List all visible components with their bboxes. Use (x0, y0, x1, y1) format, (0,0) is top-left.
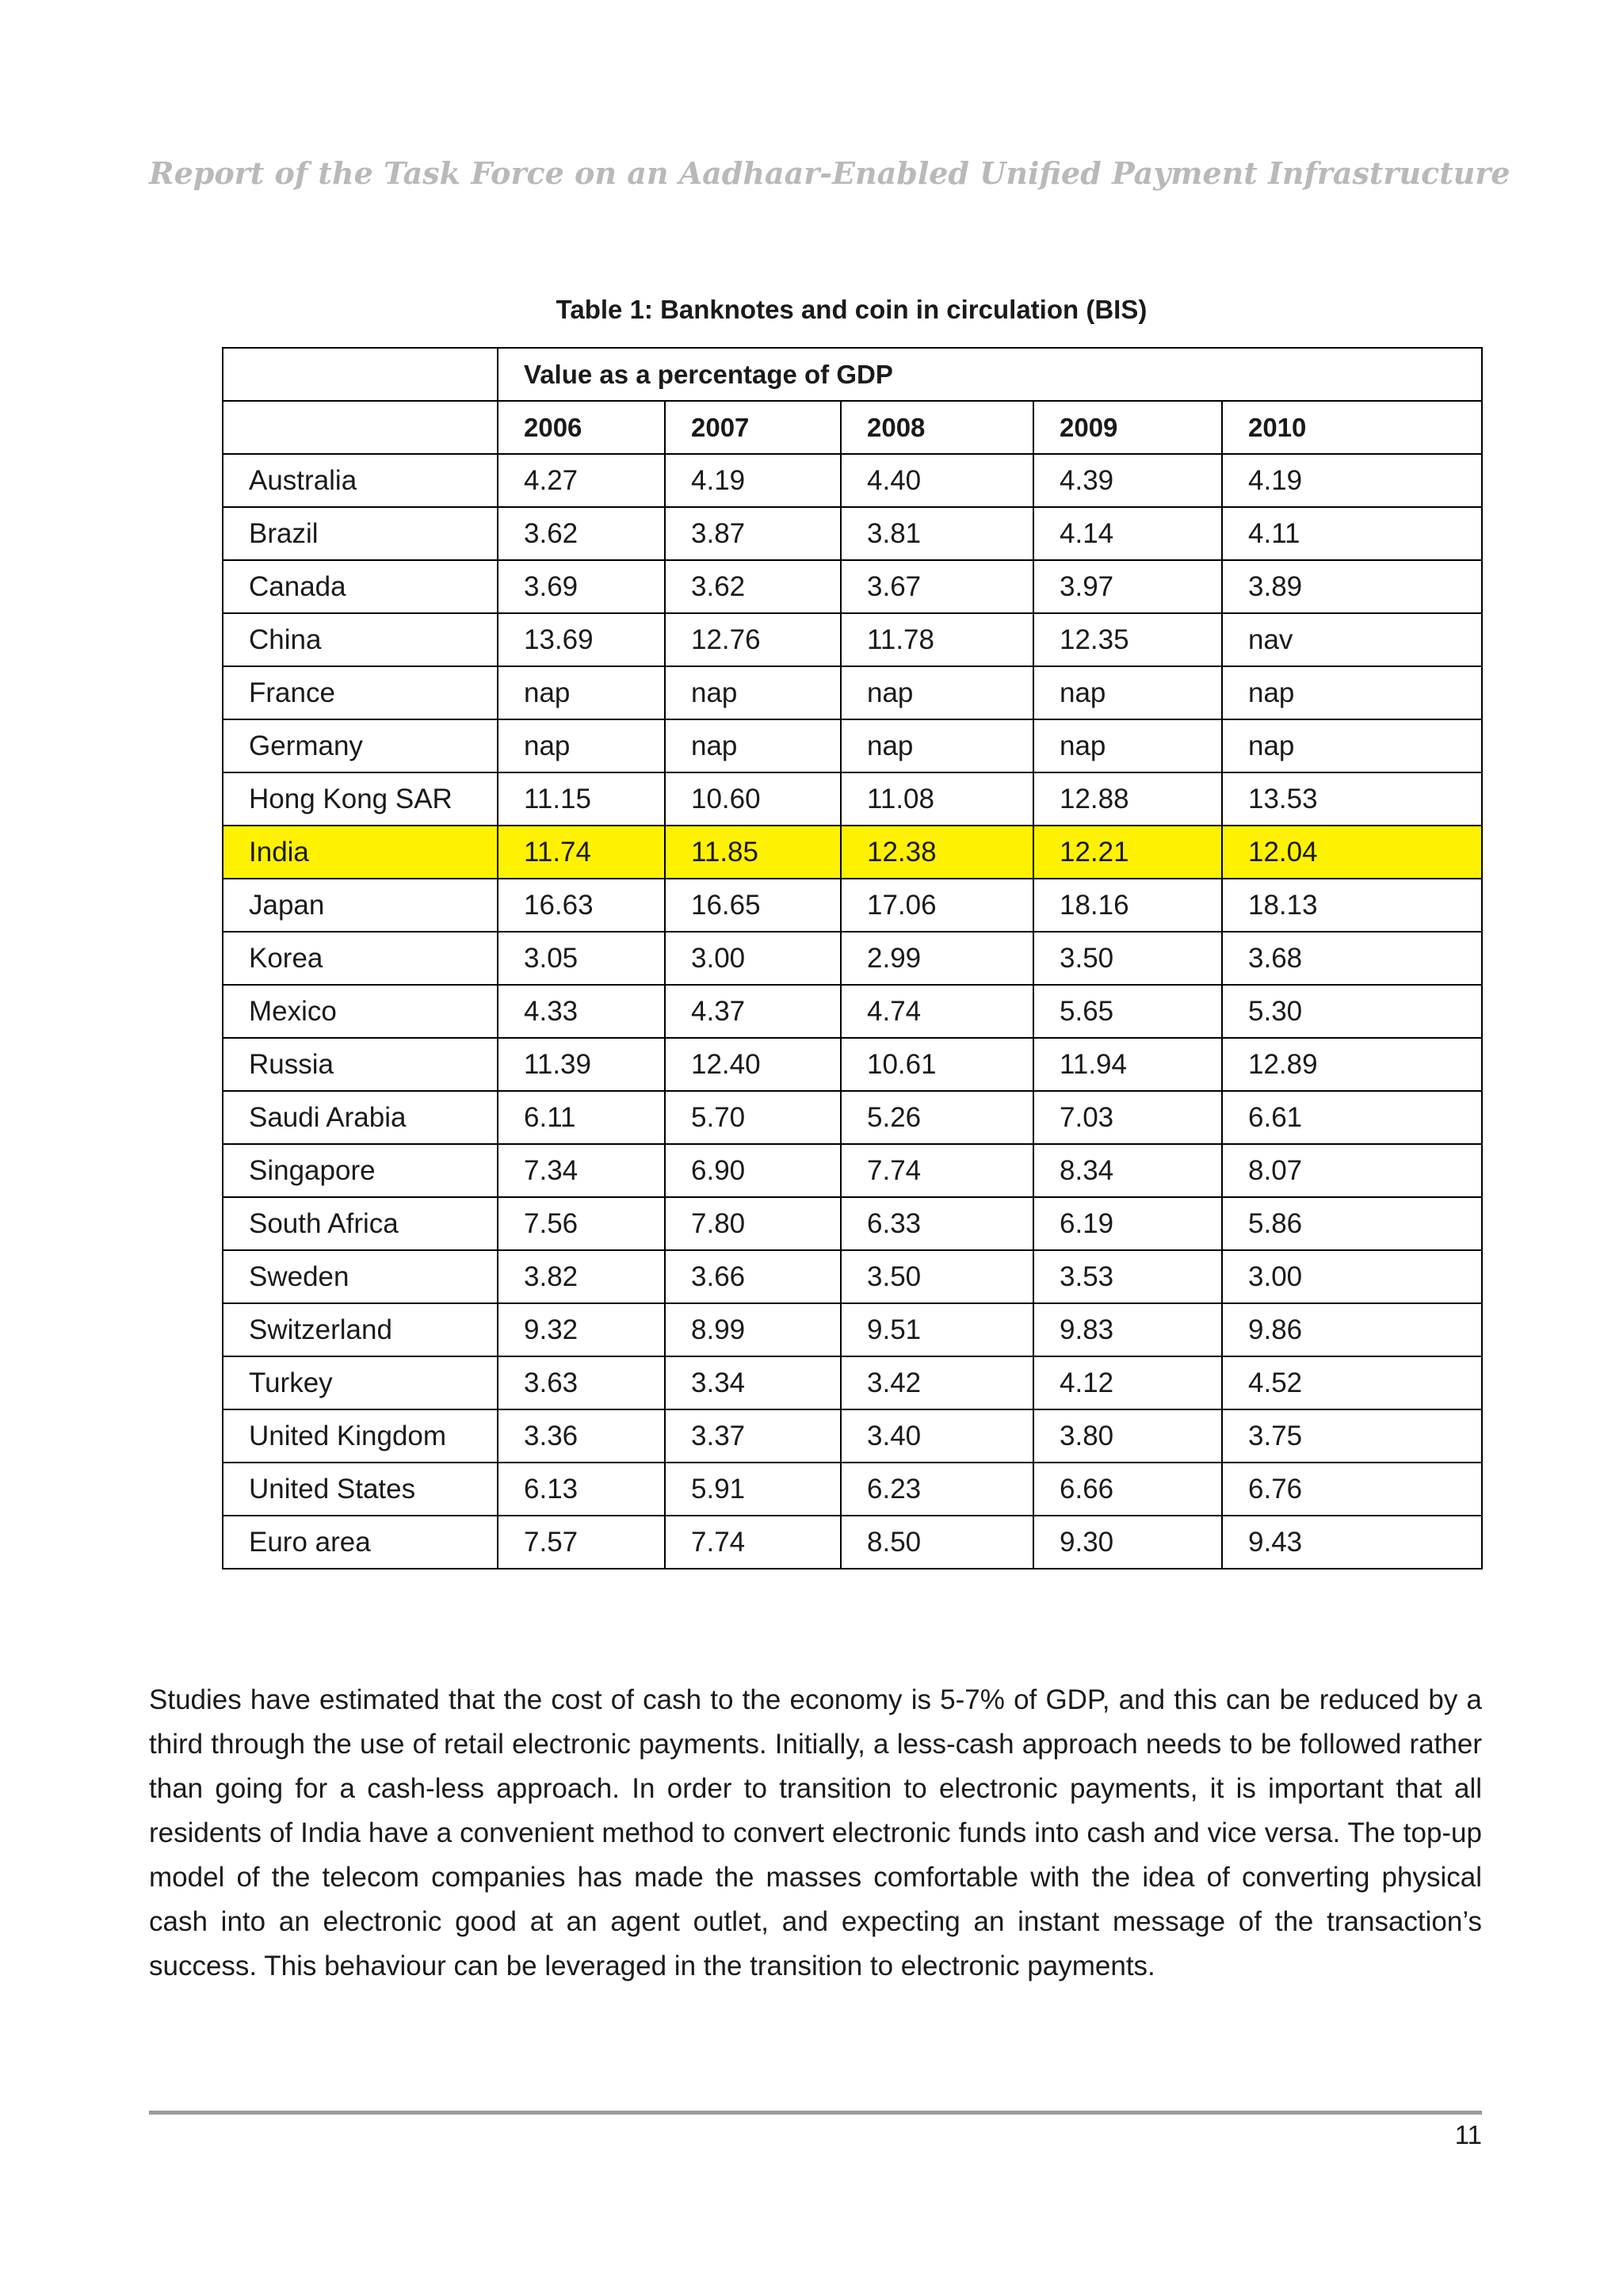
value-cell: 3.89 (1222, 560, 1482, 613)
value-cell: 3.34 (665, 1356, 841, 1409)
value-cell: 3.62 (665, 560, 841, 613)
table-row (223, 613, 1482, 666)
value-cell: 12.35 (1033, 613, 1222, 666)
value-cell: 12.89 (1222, 1038, 1482, 1091)
value-cell: 6.61 (1222, 1091, 1482, 1144)
country-cell: Japan (223, 879, 498, 932)
country-cell: Turkey (223, 1356, 498, 1409)
country-cell: Canada (223, 560, 498, 613)
value-cell: 12.76 (665, 613, 841, 666)
value-cell: 2.99 (841, 932, 1033, 985)
country-cell: India (223, 826, 498, 879)
value-cell: 3.66 (665, 1250, 841, 1303)
value-cell: 18.13 (1222, 879, 1482, 932)
value-cell: 7.34 (498, 1144, 665, 1197)
year-header-row (223, 401, 1482, 454)
value-cell: 13.69 (498, 613, 665, 666)
value-cell: 6.23 (841, 1463, 1033, 1516)
value-cell: 3.42 (841, 1356, 1033, 1409)
table-row (223, 507, 1482, 560)
value-cell: 4.74 (841, 985, 1033, 1038)
value-cell: 4.39 (1033, 454, 1222, 507)
value-cell: 6.76 (1222, 1463, 1482, 1516)
country-cell: Singapore (223, 1144, 498, 1197)
country-cell: Korea (223, 932, 498, 985)
table-row (223, 932, 1482, 985)
value-cell: 5.65 (1033, 985, 1222, 1038)
value-cell: 7.57 (498, 1516, 665, 1569)
value-cell: 13.53 (1222, 772, 1482, 826)
value-cell: 8.50 (841, 1516, 1033, 1569)
table-row (223, 1038, 1482, 1091)
table-row (223, 879, 1482, 932)
table-row (223, 719, 1482, 772)
table-row (223, 1356, 1482, 1409)
value-cell: 8.99 (665, 1303, 841, 1356)
value-cell: nap (498, 666, 665, 719)
value-cell: 9.51 (841, 1303, 1033, 1356)
value-cell: 3.87 (665, 507, 841, 560)
country-cell: Germany (223, 719, 498, 772)
value-cell: 7.80 (665, 1197, 841, 1250)
circulation-table (222, 347, 1483, 1569)
value-cell: 10.61 (841, 1038, 1033, 1091)
value-cell: 5.26 (841, 1091, 1033, 1144)
table-row (223, 1409, 1482, 1463)
value-cell: nap (1222, 666, 1482, 719)
value-cell: 7.56 (498, 1197, 665, 1250)
year-header: 2009 (1033, 401, 1222, 454)
value-cell: 11.94 (1033, 1038, 1222, 1091)
table-row (223, 666, 1482, 719)
value-cell: 3.37 (665, 1409, 841, 1463)
table-row (223, 826, 1482, 879)
year-header: 2006 (498, 401, 665, 454)
value-cell: 3.00 (665, 932, 841, 985)
value-cell: 10.60 (665, 772, 841, 826)
country-cell: Australia (223, 454, 498, 507)
page-number: 11 (1454, 2120, 1482, 2149)
value-cell: 5.30 (1222, 985, 1482, 1038)
value-cell: 4.19 (665, 454, 841, 507)
country-cell: Mexico (223, 985, 498, 1038)
value-cell: 11.08 (841, 772, 1033, 826)
value-cell: 17.06 (841, 879, 1033, 932)
country-cell: Russia (223, 1038, 498, 1091)
country-cell: Switzerland (223, 1303, 498, 1356)
value-cell: 3.82 (498, 1250, 665, 1303)
table-row (223, 985, 1482, 1038)
value-cell: 6.13 (498, 1463, 665, 1516)
value-cell: 3.50 (841, 1250, 1033, 1303)
group-header-row (223, 348, 1482, 401)
country-cell: South Africa (223, 1197, 498, 1250)
value-cell: 9.43 (1222, 1516, 1482, 1569)
table-row (223, 1463, 1482, 1516)
value-cell: 18.16 (1033, 879, 1222, 932)
value-cell: 4.27 (498, 454, 665, 507)
value-cell: 12.04 (1222, 826, 1482, 879)
table-row (223, 454, 1482, 507)
value-cell: 3.81 (841, 507, 1033, 560)
value-cell: 3.75 (1222, 1409, 1482, 1463)
value-cell: 5.70 (665, 1091, 841, 1144)
value-cell: 11.74 (498, 826, 665, 879)
value-cell: 5.86 (1222, 1197, 1482, 1250)
footer-divider (149, 2111, 1482, 2115)
value-cell: 11.39 (498, 1038, 665, 1091)
value-cell: 3.50 (1033, 932, 1222, 985)
running-header: Report of the Task Force on an Aadhaar-Enabled Unified Payment Infrastructure (149, 155, 1510, 191)
value-cell: 3.62 (498, 507, 665, 560)
value-cell: 7.74 (665, 1516, 841, 1569)
value-cell: 7.03 (1033, 1091, 1222, 1144)
value-cell: nap (1033, 719, 1222, 772)
value-cell: 6.90 (665, 1144, 841, 1197)
value-cell: 12.40 (665, 1038, 841, 1091)
country-cell: Hong Kong SAR (223, 772, 498, 826)
value-cell: nav (1222, 613, 1482, 666)
country-cell: United Kingdom (223, 1409, 498, 1463)
value-cell: nap (498, 719, 665, 772)
value-cell: 4.52 (1222, 1356, 1482, 1409)
value-cell: 11.85 (665, 826, 841, 879)
value-cell: 3.97 (1033, 560, 1222, 613)
value-cell: nap (1222, 719, 1482, 772)
value-cell: 4.40 (841, 454, 1033, 507)
value-cell: 3.69 (498, 560, 665, 613)
year-header: 2007 (665, 401, 841, 454)
value-cell: 9.30 (1033, 1516, 1222, 1569)
table-row (223, 1516, 1482, 1569)
table-row (223, 1197, 1482, 1250)
country-cell: Sweden (223, 1250, 498, 1303)
value-cell: nap (841, 666, 1033, 719)
value-cell: 6.11 (498, 1091, 665, 1144)
country-cell: United States (223, 1463, 498, 1516)
value-cell: 3.53 (1033, 1250, 1222, 1303)
table-row (223, 560, 1482, 613)
body-paragraph: Studies have estimated that the cost of cash to the economy is 5-7% of GDP, and this can be reduced by a third through the use of retail electronic payments. Initially, a less-cash approach needs to be followed rather than going for a cash-less approach. In order to transition to electronic payments, it is important that all residents of India have a convenient method to convert electronic funds into cash and vice versa. The top-up model of the telecom companies has made the masses comfortable with the idea of converting physical cash into an electronic good at an agent outlet, and expecting an instant message of the transaction’s success. This behaviour can be leveraged in the transition to electronic payments. (149, 1684, 1482, 1981)
year-header: 2010 (1222, 401, 1482, 454)
value-cell: 4.37 (665, 985, 841, 1038)
value-cell: 7.74 (841, 1144, 1033, 1197)
value-cell: 9.83 (1033, 1303, 1222, 1356)
table-row (223, 1091, 1482, 1144)
value-cell: nap (665, 666, 841, 719)
value-cell: 3.00 (1222, 1250, 1482, 1303)
value-cell: 11.78 (841, 613, 1033, 666)
value-cell: 12.38 (841, 826, 1033, 879)
table-row (223, 772, 1482, 826)
value-cell: 9.32 (498, 1303, 665, 1356)
value-cell: 4.11 (1222, 507, 1482, 560)
value-cell: 3.80 (1033, 1409, 1222, 1463)
value-cell: 6.19 (1033, 1197, 1222, 1250)
group-header: Value as a percentage of GDP (498, 348, 1482, 401)
value-cell: 16.63 (498, 879, 665, 932)
value-cell: 12.21 (1033, 826, 1222, 879)
table-caption: Table 1: Banknotes and coin in circulation (BIS) (556, 295, 1148, 324)
value-cell: 3.63 (498, 1356, 665, 1409)
value-cell: 5.91 (665, 1463, 841, 1516)
value-cell: 4.14 (1033, 507, 1222, 560)
value-cell: 6.66 (1033, 1463, 1222, 1516)
value-cell: 8.07 (1222, 1144, 1482, 1197)
value-cell: 3.40 (841, 1409, 1033, 1463)
table-row (223, 1303, 1482, 1356)
value-cell: nap (841, 719, 1033, 772)
value-cell: 3.68 (1222, 932, 1482, 985)
country-cell: France (223, 666, 498, 719)
country-cell: Saudi Arabia (223, 1091, 498, 1144)
value-cell: 3.36 (498, 1409, 665, 1463)
value-cell: 3.05 (498, 932, 665, 985)
value-cell: nap (665, 719, 841, 772)
value-cell: 12.88 (1033, 772, 1222, 826)
country-cell: Brazil (223, 507, 498, 560)
value-cell: nap (1033, 666, 1222, 719)
corner-cell (223, 348, 498, 401)
value-cell: 8.34 (1033, 1144, 1222, 1197)
table-row (223, 1250, 1482, 1303)
value-cell: 3.67 (841, 560, 1033, 613)
value-cell: 4.19 (1222, 454, 1482, 507)
year-header: 2008 (841, 401, 1033, 454)
value-cell: 16.65 (665, 879, 841, 932)
country-cell: China (223, 613, 498, 666)
country-cell: Euro area (223, 1516, 498, 1569)
corner-cell (223, 401, 498, 454)
value-cell: 4.12 (1033, 1356, 1222, 1409)
table-row (223, 1144, 1482, 1197)
value-cell: 11.15 (498, 772, 665, 826)
value-cell: 6.33 (841, 1197, 1033, 1250)
value-cell: 4.33 (498, 985, 665, 1038)
value-cell: 9.86 (1222, 1303, 1482, 1356)
